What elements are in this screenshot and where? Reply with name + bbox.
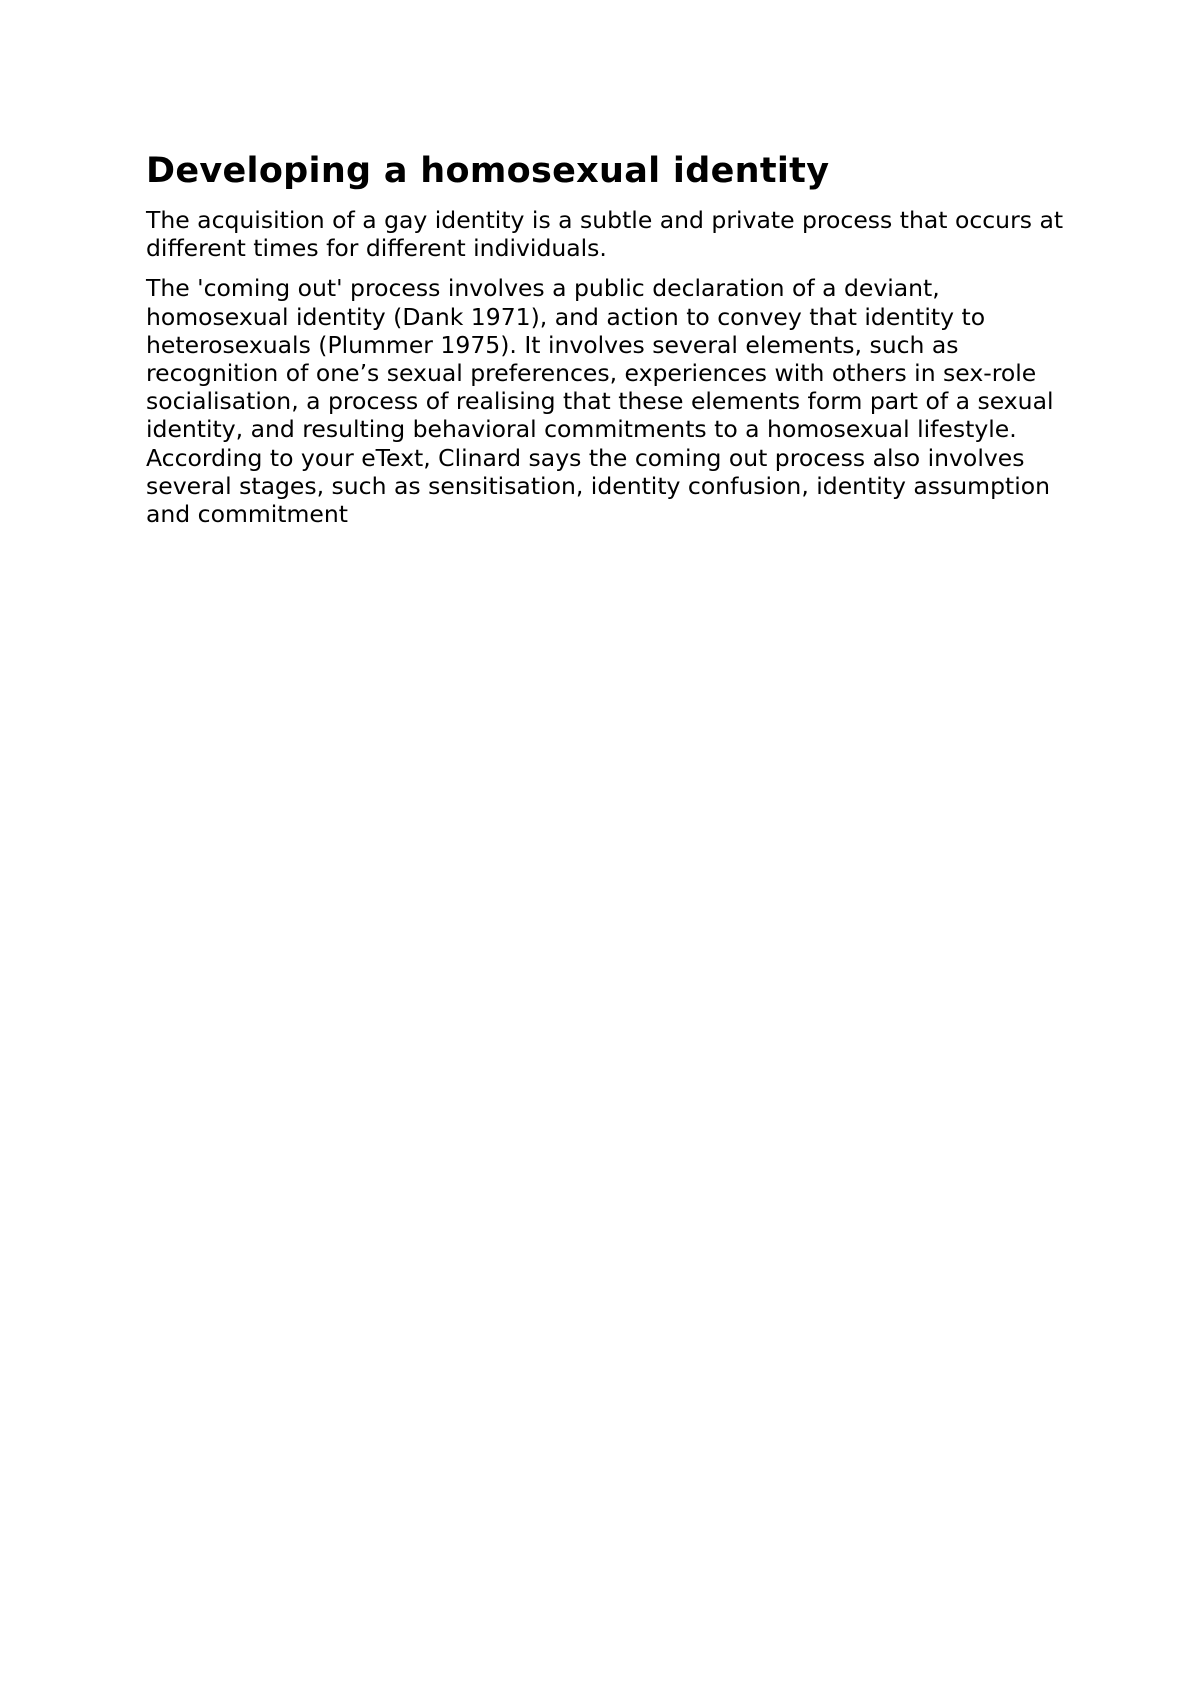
document-body xyxy=(146,150,1066,540)
paragraph-coming-out: The 'coming out' process involves a public declaration of a deviant, homosexual identity (Dank 1971), and action to convey that identity to heterosexuals (Plummer 1975). It involves several elements, such as recognition of one’s sexual preferences, experiences with others in sex-role socialisation, a process of realising that these elements form part of a sexual identity, and resulting behavioral commitments to a homosexual lifestyle. According to your eText, Clinard says the coming out process also involves several stages, such as sensitisation, identity confusion, identity assumption and commitment xyxy=(146,274,1054,529)
document-title: Developing a homosexual identity xyxy=(146,151,830,191)
paragraph-intro: The acquisition of a gay identity is a subtle and private process that occurs at different times for different individuals. xyxy=(146,206,1064,263)
